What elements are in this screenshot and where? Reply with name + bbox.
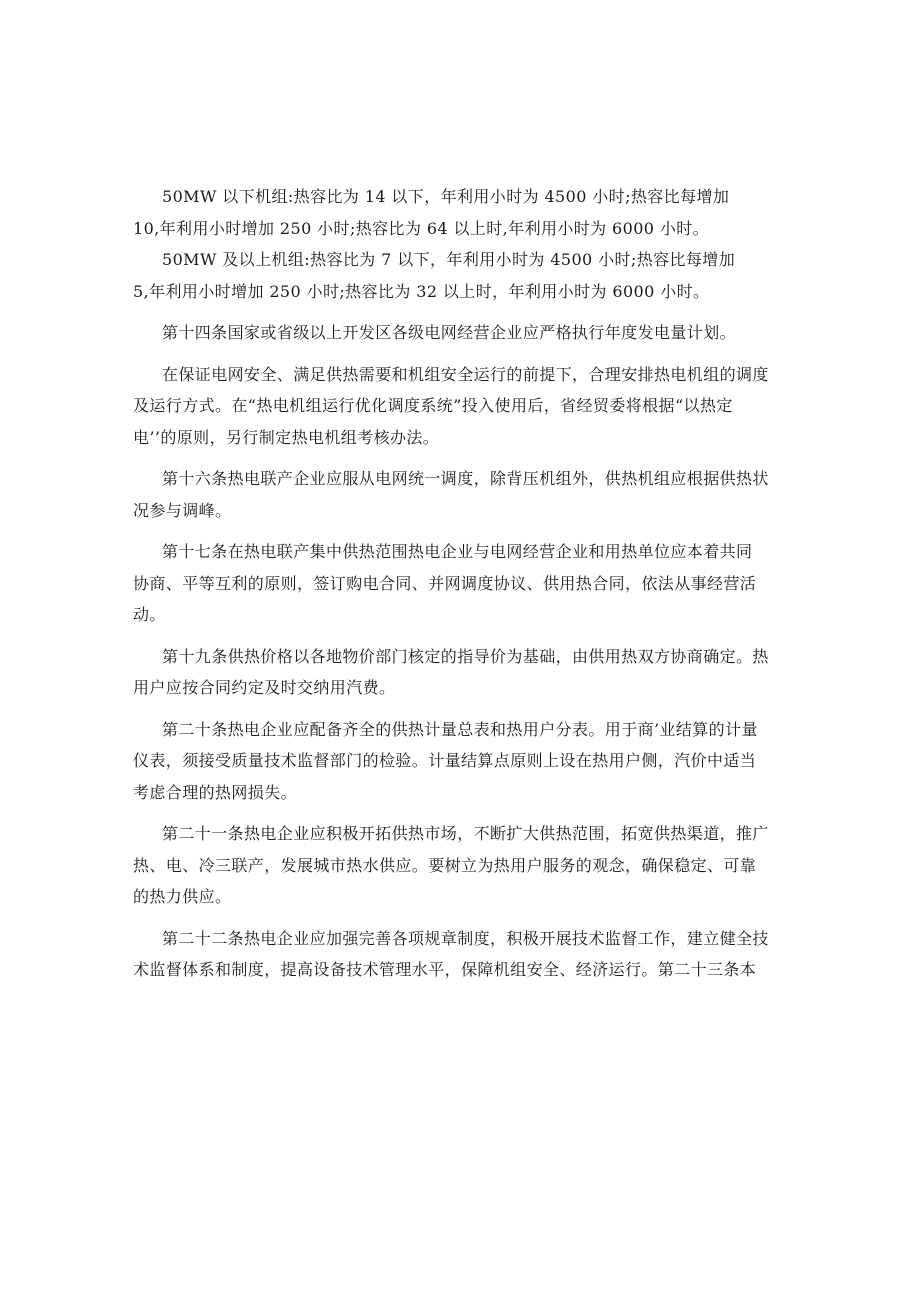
text-line: 用户应按合同约定及时交纳用汽费。 (133, 678, 396, 697)
document-body (133, 181, 790, 986)
text-line: 第十四条国家或省级以上开发区各级电网经营企业应严格执行年度发电量计划。 (162, 323, 737, 342)
paragraph-unit-50mw-and-above (133, 244, 790, 307)
text-line: 电’’的原则，另行制定热电机组考核办法。 (133, 427, 440, 447)
paragraph-article-19 (133, 641, 790, 704)
text-line: 及运行方式。在“热电机组运行优化调度系统”投入使用后，省经贸委将根据“以热定 (133, 396, 733, 415)
paragraph-unit-below-50mw (133, 181, 790, 244)
paragraph-article-16 (133, 463, 790, 526)
text-line: 动。 (133, 605, 166, 624)
text-line: 况参与调峰。 (133, 500, 232, 520)
text-line: 第二十一条热电企业应积极开拓供热市场，不断扩大供热范围，拓宽供热渠道，推广 (162, 824, 769, 843)
text-line: 第十七条在热电联产集中供热范围热电企业与电网经营企业和用热单位应本着共同 (162, 542, 753, 561)
text-line: 第十九条供热价格以各地物价部门核定的指导价为基础，由供用热双方协商确定。热 (162, 646, 769, 666)
text-line: 术监督体系和制度，提高设备技术管理水平，保障机组安全、经济运行。第二十三条本 (133, 960, 757, 979)
text-line: 第二十条热电企业应配备齐全的供热计量总表和热用户分表。用于商’业结算的计量 (162, 719, 758, 739)
text-line: 第二十二条热电企业应加强完善各项规章制度，积极开展技术监督工作，建立健全技 (162, 928, 769, 948)
text-line: 50MW 及以上机组:热容比为 7 以下，年利用小时为 4500 小时;热容比每增加 (162, 250, 736, 269)
text-line: 的热力供应。 (133, 887, 232, 906)
text-line: 5,年利用小时增加 250 小时;热容比为 32 以上时，年利用小时为 6000 小时。 (133, 281, 710, 301)
paragraph-article-21 (133, 818, 790, 913)
paragraph-article-20 (133, 714, 790, 809)
text-line: 在保证电网安全、满足供热需要和机组安全运行的前提下，合理安排热电机组的调度 (162, 364, 769, 384)
text-line: 50MW 以下机组:热容比为 14 以下，年利用小时为 4500 小时;热容比每增加 (162, 187, 730, 206)
text-line: 考虑合理的热网损失。 (133, 782, 298, 802)
text-line: 协商、平等互利的原则，签订购电合同、并网调度协议、供用热合同，依法从事经营活 (133, 573, 757, 593)
text-line: 仪表，须接受质量技术监督部门的检验。计量结算点原则上设在热用户侧，汽价中适当 (133, 751, 757, 770)
paragraph-dispatch (133, 359, 790, 454)
paragraph-article-14 (133, 317, 790, 349)
paragraph-article-17 (133, 536, 790, 631)
paragraph-article-22 (133, 923, 790, 986)
text-line: 第十六条热电联产企业应服从电网统一调度，除背压机组外，供热机组应根据供热状 (162, 469, 769, 488)
text-line: 10,年利用小时增加 250 小时;热容比为 64 以上时,年利用小时为 6000 小时。 (133, 218, 710, 238)
text-line: 热、电、冷三联产，发展城市热水供应。要树立为热用户服务的观念，确保稳定、可靠 (133, 855, 757, 875)
